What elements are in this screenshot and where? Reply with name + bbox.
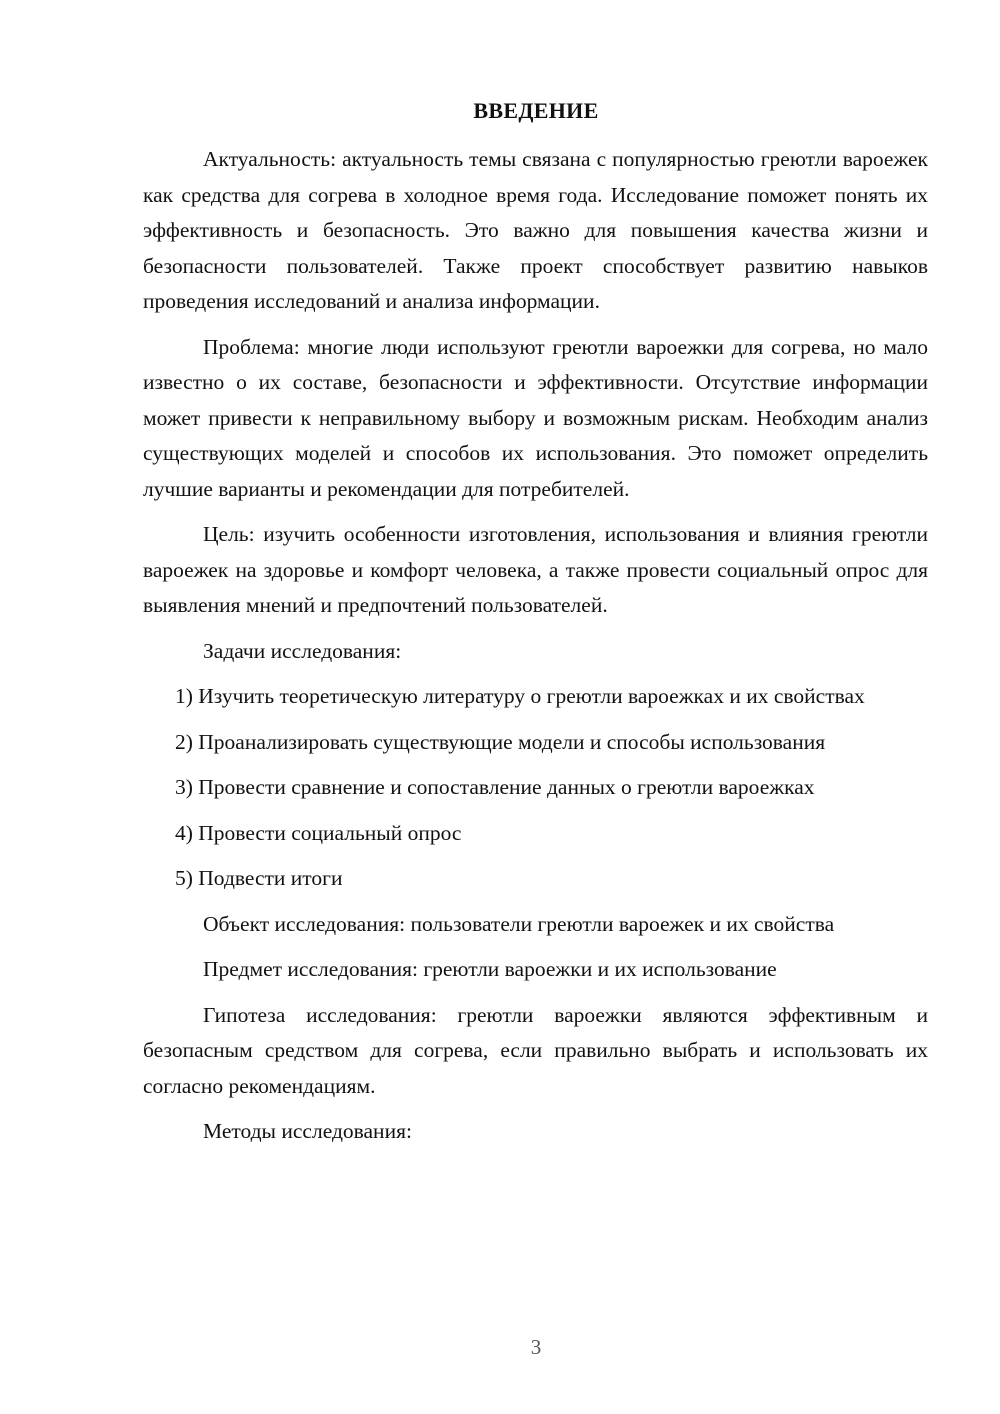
task-item-1: 1) Изучить теоретическую литературу о греютли вароежках и их свойствах (175, 684, 865, 708)
paragraph-methods: Методы исследования: (203, 1119, 412, 1143)
task-item-4: 4) Провести социальный опрос (175, 820, 462, 845)
task-item-5: 5) Подвести итоги (175, 866, 343, 890)
paragraph-object: Объект исследования: пользователи греютли вароежек и их свойства (203, 911, 835, 936)
paragraph-tasks-heading: Задачи исследования: (203, 638, 402, 663)
paragraph-hypothesis: Гипотеза исследования: греютли вароежки являются эффективным и безопасным средством для согрева, если правильно выбрать и использовать их согласно рекомендациям. (143, 1002, 928, 1098)
paragraph-goal: Цель: изучить особенности изготовления, использования и влияния греютли вароежек на здоровье и комфорт человека, а также провести социальный опрос для выявления мнений и предпочтений пользователей. (143, 522, 928, 617)
section-body (143, 142, 928, 1160)
section-title: ВВЕДЕНИЕ (473, 98, 599, 123)
paragraph-relevance: Актуальность: актуальность темы связана с популярностью греютли вароежек как средства для согрева в холодное время года. Исследование поможет понять их эффективность и безопасность. Это важно для повышения качества жизни и безопасности пользователей. Также проект способствует развитию навыков проведения исследований и анализа информации. (143, 147, 928, 313)
task-item-3: 3) Провести сравнение и сопоставление данных о греютли вароежках (175, 775, 815, 799)
page-number: 3 (530, 1335, 542, 1359)
task-item-2: 2) Проанализировать существующие модели и способы использования (175, 729, 826, 754)
paragraph-subject: Предмет исследования: греютли вароежки и их использование (203, 957, 777, 981)
paragraph-problem: Проблема: многие люди используют греютли вароежки для согрева, но мало известно о их составе, безопасности и эффективности. Отсутствие информации может привести к неправильному выбору и возможным рискам. Необходим анализ существующих моделей и способов их использования. Это поможет определить лучшие варианты и рекомендации для потребителей. (143, 334, 928, 501)
